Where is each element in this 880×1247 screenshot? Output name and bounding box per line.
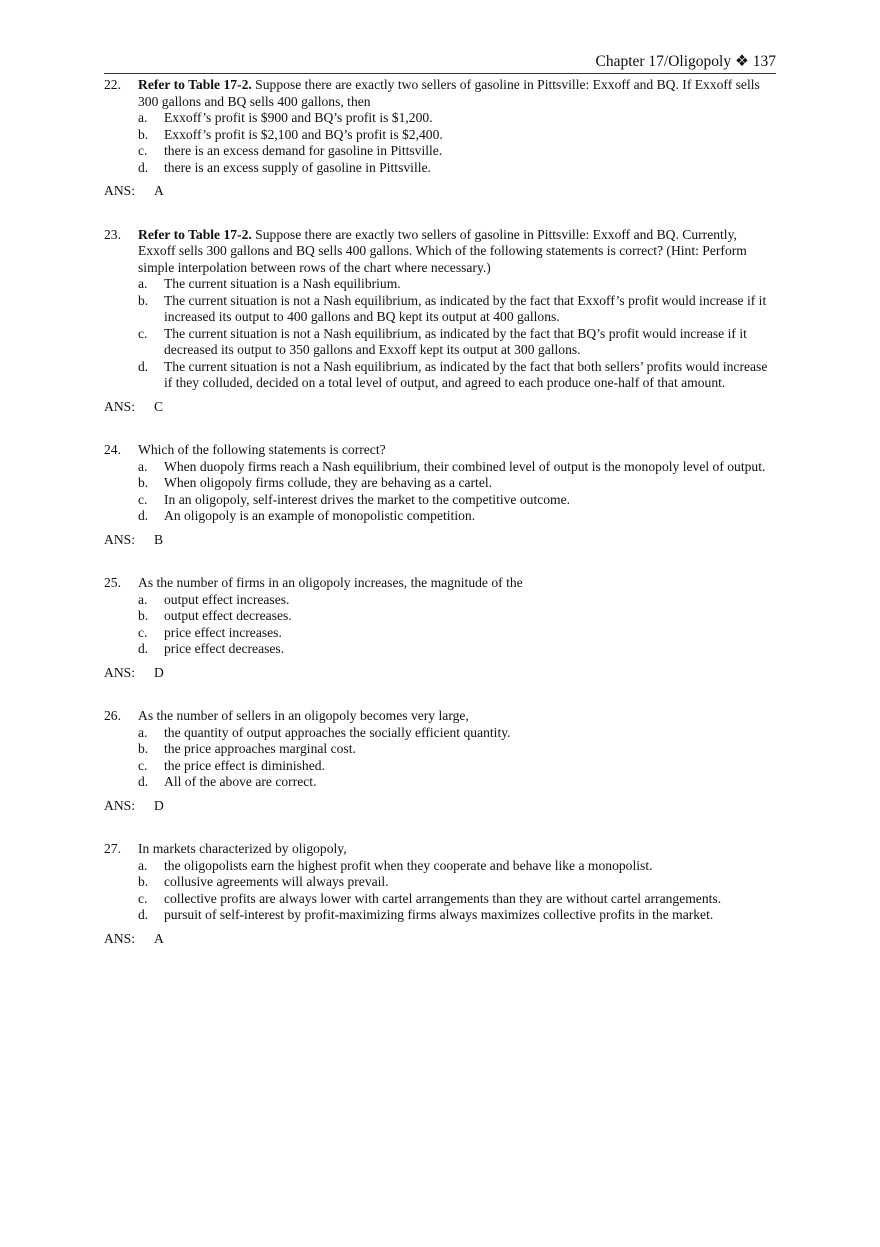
answer-line	[104, 798, 776, 815]
answer-line	[104, 532, 776, 549]
answer-options	[104, 592, 776, 658]
option-letter: c.	[138, 890, 148, 906]
answer-label: ANS:	[104, 183, 135, 198]
option-d	[138, 160, 776, 177]
option-text: Exxoff’s profit is $900 and BQ’s profit is $1,200.	[164, 110, 433, 125]
option-letter: a.	[138, 458, 148, 474]
stem-text: As the number of firms in an oligopoly increases, the magnitude of the	[138, 575, 523, 590]
option-text: price effect decreases.	[164, 641, 285, 656]
answer-options	[104, 858, 776, 924]
option-letter: c.	[138, 624, 148, 640]
question-stem	[138, 77, 776, 110]
option-b	[138, 475, 776, 492]
question-number: 27.	[104, 841, 121, 856]
answer-label: ANS:	[104, 398, 135, 414]
option-letter: d.	[138, 641, 149, 656]
option-d	[138, 508, 776, 525]
question-stem	[138, 708, 776, 725]
option-letter: b.	[138, 126, 149, 142]
option-text: In an oligopoly, self-interest drives the market to the competitive outcome.	[164, 491, 571, 507]
option-letter: a.	[138, 724, 148, 740]
option-letter: b.	[138, 292, 149, 308]
answer-value: A	[154, 183, 164, 198]
stem-text: As the number of sellers in an oligopoly becomes very large,	[138, 708, 469, 723]
question-26	[104, 708, 776, 814]
option-a	[138, 592, 776, 609]
option-a	[138, 858, 776, 875]
question-number: 24.	[104, 442, 121, 457]
option-letter: d.	[138, 159, 149, 175]
option-d	[138, 774, 776, 791]
option-c	[138, 492, 776, 509]
option-b	[138, 127, 776, 144]
answer-value: D	[154, 664, 164, 680]
question-22	[104, 77, 776, 200]
option-letter: b.	[138, 874, 149, 889]
answer-label: ANS:	[104, 664, 135, 680]
option-text: there is an excess demand for gasoline in Pittsville.	[164, 143, 443, 158]
question-23	[104, 227, 776, 416]
stem-text: In markets characterized by oligopoly,	[138, 841, 347, 856]
answer-options	[104, 725, 776, 791]
option-text: price effect increases.	[164, 624, 282, 640]
option-d	[138, 641, 776, 658]
answer-line	[104, 931, 776, 948]
option-c	[138, 758, 776, 775]
question-stem	[138, 841, 776, 858]
answer-label: ANS:	[104, 930, 135, 946]
option-a	[138, 725, 776, 742]
option-letter: d.	[138, 358, 149, 374]
option-b	[138, 741, 776, 758]
option-text: The current situation is not a Nash equilibrium, as indicated by the fact that Exxoff’s profit would increase if it increased its output to 400 gallons and BQ kept its output at 400 gallons.	[164, 292, 767, 324]
answer-options	[104, 459, 776, 525]
option-c	[138, 891, 776, 908]
answer-options	[104, 276, 776, 392]
option-text: the quantity of output approaches the socially efficient quantity.	[164, 724, 511, 740]
option-letter: c.	[138, 325, 148, 341]
option-text: An oligopoly is an example of monopolistic competition.	[164, 508, 476, 523]
question-25	[104, 575, 776, 681]
option-letter: a.	[138, 276, 148, 291]
question-list	[104, 77, 776, 947]
option-letter: a.	[138, 857, 148, 873]
option-text: collusive agreements will always prevail.	[164, 874, 389, 889]
option-letter: b.	[138, 475, 149, 490]
option-c	[138, 326, 776, 359]
option-text: there is an excess supply of gasoline in Pittsville.	[164, 159, 431, 175]
page-header	[104, 52, 776, 74]
question-stem	[138, 575, 776, 592]
answer-line	[104, 665, 776, 682]
table-reference: Refer to Table 17-2.	[138, 77, 252, 92]
stem-text: Suppose there are exactly two sellers of gasoline in Pittsville: Exxoff and BQ. If Exxoff sells 300 gallons and BQ sells 400 gallons, then	[138, 77, 760, 109]
option-text: Exxoff’s profit is $2,100 and BQ’s profit is $2,400.	[164, 126, 443, 142]
option-d	[138, 907, 776, 924]
answer-options	[104, 110, 776, 176]
option-letter: c.	[138, 143, 148, 158]
option-text: The current situation is not a Nash equilibrium, as indicated by the fact that both sellers’ profits would increase if they colluded, decided on a total level of output, and agreed to each produce one-half of that amount.	[164, 358, 768, 390]
option-text: When duopoly firms reach a Nash equilibrium, their combined level of output is the monopoly level of output.	[164, 458, 766, 474]
answer-label: ANS:	[104, 531, 135, 547]
stem-text: Suppose there are exactly two sellers of gasoline in Pittsville: Exxoff and BQ. Currently, Exxoff sells 300 gallons and BQ sells 400 gallons. Which of the following statements is correct? (Hint: Perform simple interpolation between rows of the chart where necessary.)	[138, 226, 747, 275]
question-number: 26.	[104, 708, 121, 723]
option-text: the price approaches marginal cost.	[164, 741, 356, 756]
answer-value: B	[154, 531, 164, 547]
question-stem	[138, 227, 776, 277]
option-b	[138, 293, 776, 326]
answer-line	[104, 399, 776, 416]
option-c	[138, 143, 776, 160]
question-number: 23.	[104, 226, 121, 242]
option-text: All of the above are correct.	[164, 774, 317, 789]
question-stem	[138, 442, 776, 459]
option-letter: a.	[138, 591, 148, 607]
question-number: 22.	[104, 77, 121, 92]
option-letter: c.	[138, 757, 148, 773]
question-27	[104, 841, 776, 947]
option-letter: a.	[138, 110, 148, 125]
option-letter: d.	[138, 907, 149, 922]
option-a	[138, 110, 776, 127]
option-d	[138, 359, 776, 392]
chapter-page-header: Chapter 17/Oligopoly ❖ 137	[595, 53, 776, 70]
stem-text: Which of the following statements is correct?	[138, 442, 386, 457]
answer-value: A	[154, 930, 164, 946]
option-letter: d.	[138, 774, 149, 789]
option-text: output effect increases.	[164, 591, 290, 607]
option-c	[138, 625, 776, 642]
option-text: the price effect is diminished.	[164, 757, 325, 773]
option-b	[138, 874, 776, 891]
option-text: the oligopolists earn the highest profit when they cooperate and behave like a monopolist.	[164, 857, 653, 873]
option-text: The current situation is a Nash equilibrium.	[164, 276, 401, 291]
option-text: When oligopoly firms collude, they are behaving as a cartel.	[164, 475, 493, 490]
answer-value: D	[154, 797, 164, 813]
option-letter: d.	[138, 508, 149, 523]
answer-value: C	[154, 398, 164, 414]
answer-line	[104, 183, 776, 200]
option-b	[138, 608, 776, 625]
option-text: pursuit of self-interest by profit-maximizing firms always maximizes collective profits in the market.	[164, 907, 714, 922]
option-a	[138, 276, 776, 293]
option-a	[138, 459, 776, 476]
answer-label: ANS:	[104, 797, 135, 813]
option-letter: c.	[138, 491, 148, 507]
question-24	[104, 442, 776, 548]
option-text: The current situation is not a Nash equilibrium, as indicated by the fact that BQ’s profit would increase if it decreased its output to 350 gallons and Exxoff kept its output at 300 gallons.	[164, 325, 747, 357]
option-letter: b.	[138, 608, 149, 623]
option-letter: b.	[138, 741, 149, 756]
question-number: 25.	[104, 575, 121, 590]
option-text: collective profits are always lower with cartel arrangements than they are without cartel arrangements.	[164, 890, 722, 906]
option-text: output effect decreases.	[164, 608, 292, 623]
table-reference: Refer to Table 17-2.	[138, 226, 252, 242]
